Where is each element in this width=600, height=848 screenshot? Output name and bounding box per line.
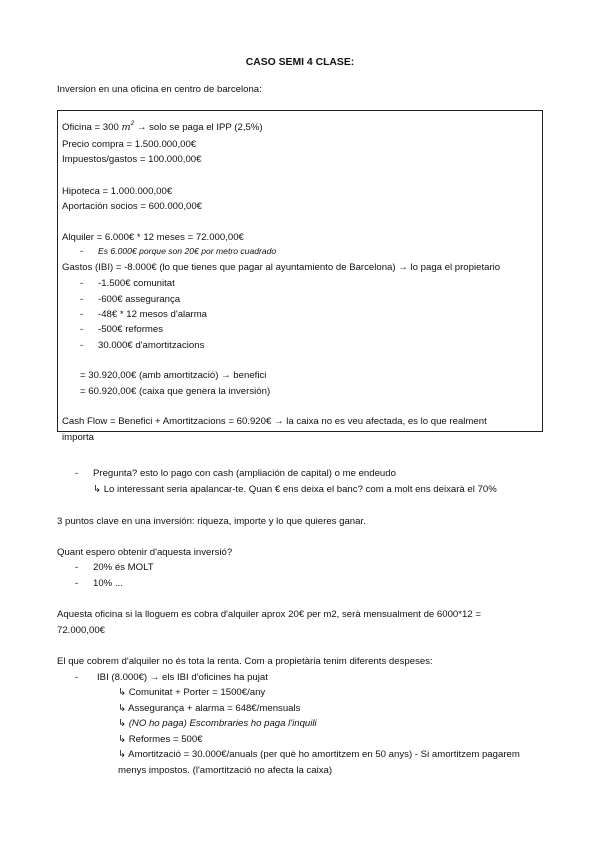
- alquiler-note: Es 6.000€ porque son 20€ por metro cuadrado: [98, 246, 277, 256]
- ibi-sub-item: ↳ Comunitat + Porter = 1500€/any: [118, 687, 266, 698]
- gastos-item: 30.000€ d'amortitzacions: [98, 340, 205, 351]
- alquiler-line: Alquiler = 6.000€ * 12 meses = 72.000,00€: [62, 232, 244, 243]
- gastos-item-dash: -: [80, 294, 84, 305]
- impuestos-line: Impuestos/gastos = 100.000,00€: [62, 154, 202, 165]
- ibi-sub-item: ↳ Assegurança + alarma = 648€/mensuals: [118, 703, 301, 714]
- quant-item: 20% és MOLT: [93, 562, 154, 573]
- ibi-text: IBI (8.000€) → els IBI d'oficines ha pujat: [97, 672, 268, 683]
- ibi-dash: -: [75, 672, 79, 683]
- hipoteca-line: Hipoteca = 1.000.000,00€: [62, 186, 173, 197]
- benefici-caixa-line: = 60.920,00€ (caixa que genera la inversión): [80, 386, 271, 397]
- oficina-sup: 2: [130, 120, 135, 127]
- gastos-item-dash: -: [80, 340, 84, 351]
- ibi-sub-item: ↳ Reformes = 500€: [118, 734, 203, 745]
- pregunta-text: Pregunta? esto lo pago con cash (ampliación de capital) o me endeudo: [93, 468, 396, 479]
- gastos-item: -1.500€ comunitat: [98, 278, 175, 289]
- ibi-sub-item: ↳ Amortització = 30.000€/anuals (per què ho amortitzem en 50 anys) - Si amortitzem pagarem: [118, 749, 520, 760]
- alquiler-note-dash: -: [80, 246, 84, 257]
- quant-item: 10% ...: [93, 578, 123, 589]
- pregunta-dash: -: [75, 468, 79, 479]
- gastos-item-dash: -: [80, 324, 84, 335]
- gastos-item-dash: -: [80, 309, 84, 320]
- cashflow-line: Cash Flow = Benefici + Amortitzacions = 60.920€ → la caixa no es veu afectada, es lo que realment: [62, 416, 487, 427]
- oficina-post: → solo se paga el IPP (2,5%): [134, 122, 263, 133]
- gastos-item: -48€ * 12 mesos d'alarma: [98, 309, 208, 320]
- intro-text: Inversion en una oficina en centro de barcelona:: [57, 84, 262, 95]
- gastos-line: Gastos (IBI) = -8.000€ (lo que tienes que pagar al ayuntamiento de Barcelona) → lo paga el propietario: [62, 262, 501, 273]
- gastos-item-dash: -: [80, 278, 84, 289]
- cashflow-line-cont: importa: [62, 432, 94, 443]
- oficina-pre: Oficina = 300: [62, 122, 122, 133]
- quant-text: Quant espero obtenir d'aquesta inversió?: [57, 547, 233, 558]
- aquesta-text: Aquesta oficina si la lloguem es cobra d'alquiler aprox 20€ per m2, serà mensualment de 6000*12 =: [57, 609, 481, 620]
- gastos-item: -500€ reformes: [98, 324, 164, 335]
- aquesta-text-cont: 72.000,00€: [57, 625, 106, 636]
- claves-text: 3 puntos clave en una inversión: riqueza, importe y lo que quieres ganar.: [57, 516, 366, 527]
- cobrem-text: El que cobrem d'alquiler no és tota la renta. Com a propietària tenim diferents despeses:: [57, 656, 433, 667]
- quant-item-dash: -: [75, 562, 79, 573]
- precio-line: Precio compra = 1.500.000,00€: [62, 139, 197, 150]
- gastos-item: -600€ assegurança: [98, 294, 181, 305]
- ibi-sub-item: ↳ (NO ho paga) Escombraries ho paga l'inquili: [118, 718, 317, 729]
- oficina-unit: m: [121, 122, 131, 133]
- oficina-line: [62, 122, 263, 133]
- quant-item-dash: -: [75, 578, 79, 589]
- aportacion-line: Aportación socios = 600.000,00€: [62, 201, 203, 212]
- pregunta-sub: ↳ Lo interessant seria apalancar-te. Quan € ens deixa el banc? com a molt ens deixarà el 70%: [93, 484, 497, 495]
- page-title: CASO SEMI 4 CLASE:: [245, 57, 355, 68]
- ibi-last-line: menys impostos. (l'amortització no afecta la caixa): [118, 765, 333, 776]
- benefici-line: = 30.920,00€ (amb amortització) → benefici: [80, 370, 267, 381]
